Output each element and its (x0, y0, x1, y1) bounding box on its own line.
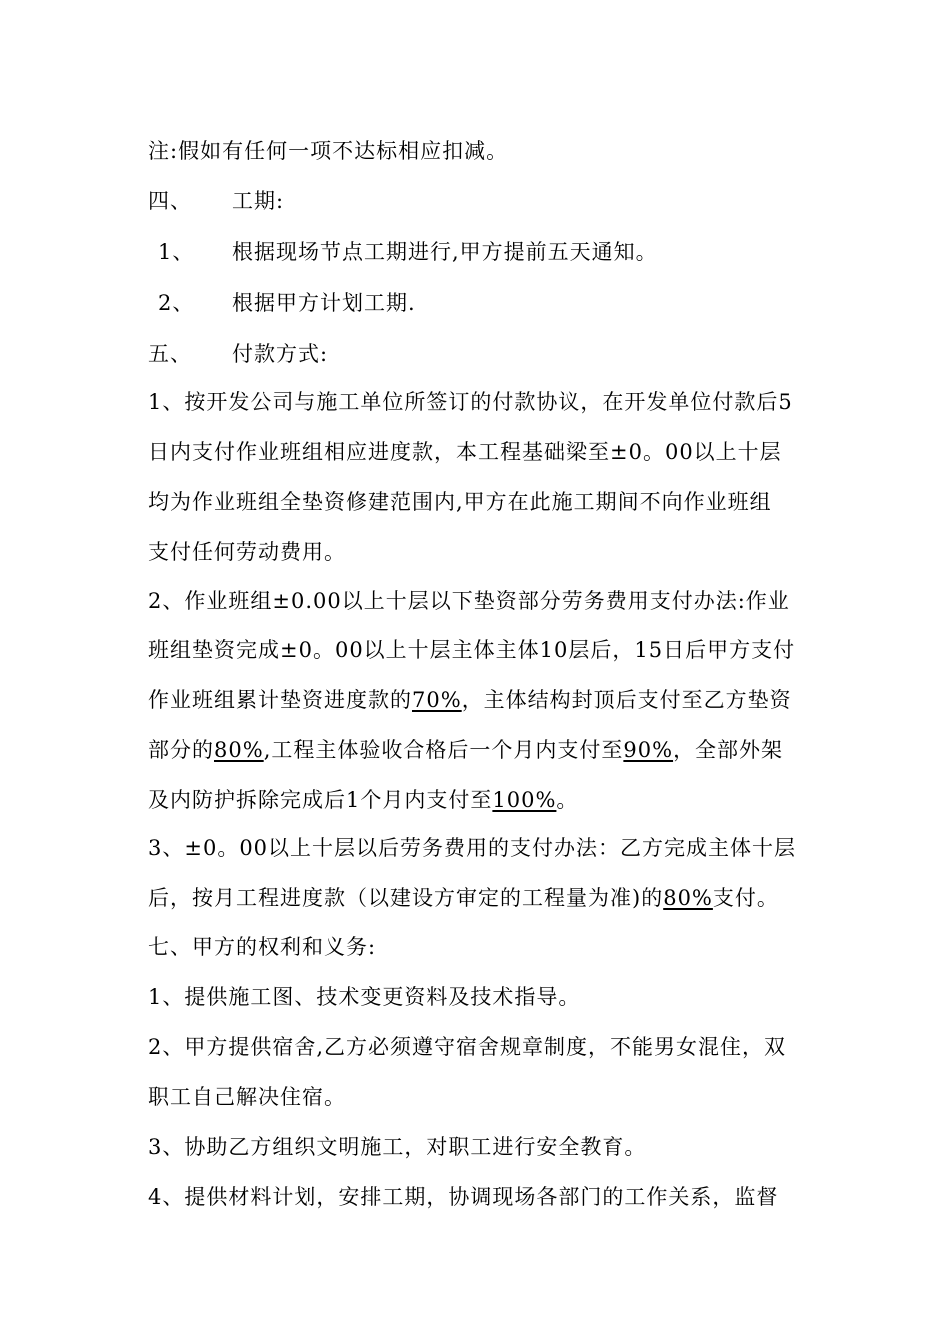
paragraph-line: 日内支付作业班组相应进度款，本工程基础梁至±0。00以上十层 (148, 440, 782, 464)
list-item: 3、协助乙方组织文明施工，对职工进行安全教育。 (148, 1135, 647, 1159)
payment-para-2-line-5 (148, 786, 578, 814)
section-7-item-2 (148, 1033, 786, 1061)
section-4-item-2 (158, 289, 416, 317)
paragraph-text: ,工程主体验收合格后一个月内支付至 (263, 738, 624, 762)
note-line (148, 137, 508, 165)
payment-para-1-line-3 (148, 488, 772, 516)
paragraph-text: 。 (556, 788, 579, 812)
list-item: 4、提供材料计划，安排工期，协调现场各部门的工作关系，监督 (148, 1185, 779, 1209)
section-4-title: 工期: (232, 189, 285, 213)
percentage-80: 80% (663, 886, 713, 910)
paragraph-line: 班组垫资完成±0。00以上十层主体主体10层后，15日后甲方支付 (148, 638, 796, 662)
section-7-heading (148, 933, 376, 961)
paragraph-text: 作业班组累计垫资进度款的 (148, 688, 412, 712)
section-7-item-2-cont (148, 1083, 346, 1111)
paragraph-line: 3、±0。00以上十层以后劳务费用的支付办法：乙方完成主体十层 (148, 836, 797, 860)
percentage-100: 100% (492, 788, 557, 812)
list-item: 1、提供施工图、技术变更资料及技术指导。 (148, 985, 581, 1009)
payment-para-3-line-2 (148, 884, 779, 912)
section-7-item-3 (148, 1133, 646, 1161)
section-4-item-1-number: 1、 (158, 240, 195, 264)
paragraph-text: ，主体结构封顶后支付至乙方垫资 (461, 688, 792, 712)
paragraph-text: 部分的 (148, 738, 214, 762)
list-item: 职工自己解决住宿。 (148, 1085, 346, 1109)
paragraph-line: 支付任何劳动费用。 (148, 540, 346, 564)
note-text: 注:假如有任何一项不达标相应扣减。 (148, 139, 509, 163)
percentage-70: 70% (412, 688, 462, 712)
section-4-heading (148, 187, 284, 215)
payment-para-2-line-4 (148, 736, 783, 764)
payment-para-1-line-1 (148, 388, 793, 416)
payment-para-2-line-2 (148, 636, 795, 664)
list-item: 2、甲方提供宿舍,乙方必须遵守宿舍规章制度，不能男女混住，双 (148, 1035, 787, 1059)
paragraph-text: 支付。 (712, 886, 779, 910)
paragraph-text: 后，按月工程进度款（以建设方审定的工程量为准)的 (148, 886, 664, 910)
section-7-item-4 (148, 1183, 778, 1211)
payment-para-3-line-1 (148, 834, 796, 862)
section-7-title: 七、甲方的权利和义务: (148, 935, 377, 959)
percentage-80: 80% (214, 738, 264, 762)
payment-para-1-line-4 (148, 538, 346, 566)
section-4-item-2-text: 根据甲方计划工期. (232, 291, 416, 315)
paragraph-line: 均为作业班组全垫资修建范围内,甲方在此施工期间不向作业班组 (148, 490, 772, 514)
section-4-number: 四、 (148, 189, 192, 213)
section-4-item-1-text: 根据现场节点工期进行,甲方提前五天通知。 (232, 240, 658, 264)
section-5-number: 五、 (148, 342, 192, 366)
payment-para-2-line-1 (148, 587, 790, 615)
percentage-90: 90% (623, 738, 674, 762)
paragraph-text: ，全部外架 (673, 738, 784, 762)
payment-para-1-line-2 (148, 438, 782, 466)
payment-para-2-line-3 (148, 686, 792, 714)
section-5-heading (148, 340, 328, 368)
section-4-item-2-number: 2、 (158, 291, 195, 315)
paragraph-line: 2、作业班组±0.00以上十层以下垫资部分劳务费用支付办法:作业 (148, 589, 790, 613)
section-7-item-1 (148, 983, 580, 1011)
section-4-item-1 (158, 238, 658, 266)
paragraph-line: 1、按开发公司与施工单位所签订的付款协议，在开发单位付款后5 (148, 390, 793, 414)
section-5-title: 付款方式: (232, 342, 329, 366)
paragraph-text: 及内防护拆除完成后1个月内支付至 (148, 788, 493, 812)
